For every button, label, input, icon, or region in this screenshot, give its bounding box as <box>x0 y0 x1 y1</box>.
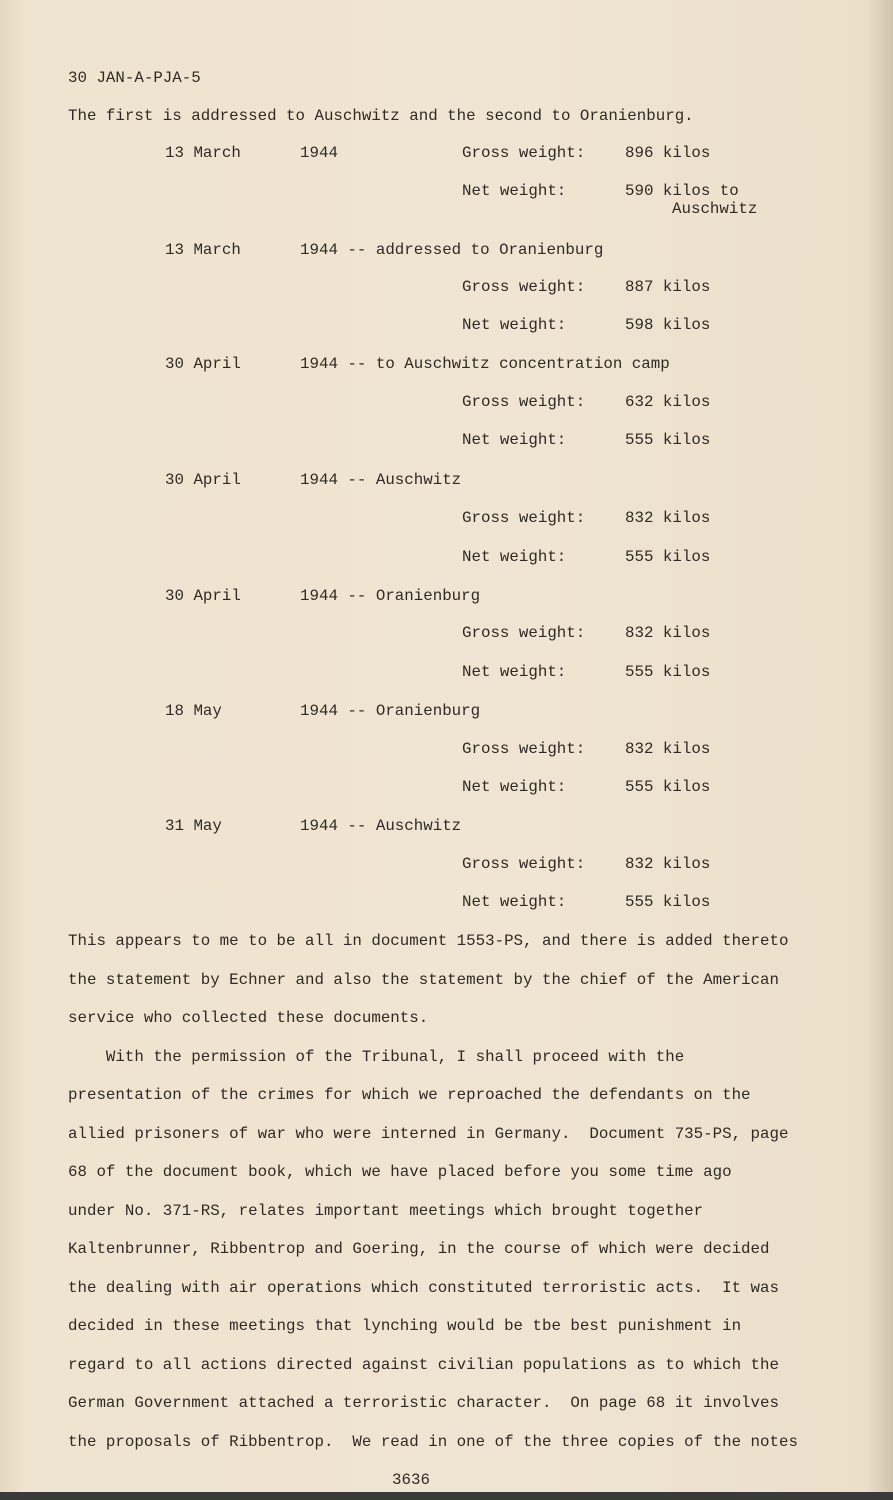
net-weight-label: Net weight: <box>462 548 567 566</box>
entry-date: 13 March <box>165 144 241 162</box>
body-line: allied prisoners of war who were interned in Germany. Document 735-PS, page <box>68 1124 789 1143</box>
gross-weight-label: Gross weight: <box>462 624 586 642</box>
gross-weight-value: 832 kilos <box>625 624 711 642</box>
body-line: regard to all actions directed against civilian populations as to which the <box>68 1355 779 1374</box>
gross-weight-value: 832 kilos <box>625 740 711 758</box>
body-line: presentation of the crimes for which we reproached the defendants on the <box>68 1086 751 1104</box>
body-line: decided in these meetings that lynching would be tbe best punishment in <box>68 1317 742 1335</box>
entry-date: 13 March <box>165 241 241 259</box>
entry-date: 30 April <box>165 587 241 605</box>
page-number: 3636 <box>392 1471 430 1489</box>
entry-date: 30 April <box>165 471 241 489</box>
document-id: 30 JAN-A-PJA-5 <box>68 69 201 87</box>
gross-weight-label: Gross weight: <box>462 144 586 162</box>
net-weight-label: Net weight: <box>462 778 567 796</box>
gross-weight-value: 896 kilos <box>625 144 711 162</box>
net-weight-value: 555 kilos <box>625 663 711 681</box>
body-line: 68 of the document book, which we have placed before you some time ago <box>68 1163 732 1181</box>
gross-weight-label: Gross weight: <box>462 855 586 873</box>
entry-year-destination: 1944 -- Oranienburg <box>300 702 481 720</box>
body-line: the statement by Echner and also the statement by the chief of the American <box>68 970 779 989</box>
net-weight-value: 555 kilos <box>625 893 711 911</box>
body-line: the proposals of Ribbentrop. We read in one of the three copies of the notes <box>68 1432 798 1451</box>
net-weight-label: Net weight: <box>462 663 567 681</box>
net-weight-destination: Auschwitz <box>672 200 758 218</box>
body-line: service who collected these documents. <box>68 1009 429 1027</box>
entry-year-destination: 1944 -- Auschwitz <box>300 817 462 835</box>
body-line: Kaltenbrunner, Ribbentrop and Goering, in the course of which were decided <box>68 1240 770 1258</box>
net-weight-label: Net weight: <box>462 182 567 200</box>
entry-year-destination: 1944 -- Auschwitz <box>300 471 462 489</box>
gross-weight-label: Gross weight: <box>462 509 586 527</box>
net-weight-label: Net weight: <box>462 431 567 449</box>
net-weight-value: 590 kilos to <box>625 182 739 200</box>
net-weight-value: 598 kilos <box>625 316 711 334</box>
body-line: German Government attached a terroristic character. On page 68 it involves <box>68 1394 779 1412</box>
entry-date: 18 May <box>165 702 222 720</box>
gross-weight-label: Gross weight: <box>462 740 586 758</box>
gross-weight-label: Gross weight: <box>462 393 586 411</box>
gross-weight-value: 632 kilos <box>625 393 711 411</box>
entry-date: 31 May <box>165 817 222 835</box>
intro-line: The first is addressed to Auschwitz and the second to Oranienburg. <box>68 107 694 125</box>
body-line: With the permission of the Tribunal, I shall proceed with the <box>68 1047 685 1066</box>
body-line: This appears to me to be all in document 1553-PS, and there is added thereto <box>68 932 789 950</box>
body-line: the dealing with air operations which constituted terroristic acts. It was <box>68 1278 779 1297</box>
entry-year-destination: 1944 -- to Auschwitz concentration camp <box>300 355 670 373</box>
scan-edge <box>0 1492 893 1500</box>
gross-weight-value: 832 kilos <box>625 855 711 873</box>
gross-weight-value: 832 kilos <box>625 509 711 527</box>
entry-year-destination: 1944 -- addressed to Oranienburg <box>300 241 604 259</box>
net-weight-label: Net weight: <box>462 893 567 911</box>
gross-weight-label: Gross weight: <box>462 278 586 296</box>
entry-year-destination: 1944 <box>300 144 338 162</box>
net-weight-label: Net weight: <box>462 316 567 334</box>
gross-weight-value: 887 kilos <box>625 278 711 296</box>
entry-year-destination: 1944 -- Oranienburg <box>300 587 481 605</box>
net-weight-value: 555 kilos <box>625 431 711 449</box>
body-line: under No. 371-RS, relates important meetings which brought together <box>68 1201 704 1220</box>
net-weight-value: 555 kilos <box>625 778 711 796</box>
entry-date: 30 April <box>165 355 241 373</box>
net-weight-value: 555 kilos <box>625 548 711 566</box>
